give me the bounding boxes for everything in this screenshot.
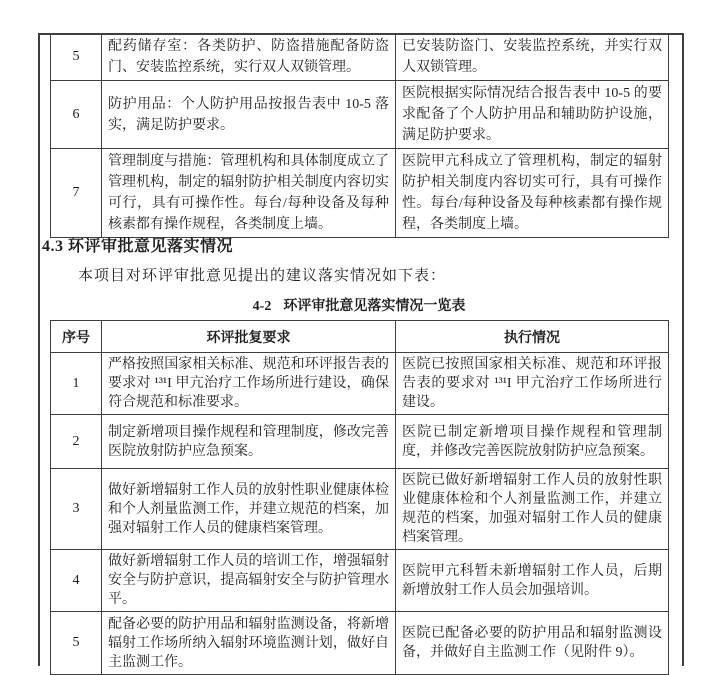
status-cell: 医院已按照国家相关标准、规范和环评报告表的要求对 ¹³¹I 甲亢治疗工作场所进行建设。 xyxy=(396,353,669,415)
table-row xyxy=(51,34,669,81)
table-caption xyxy=(50,295,668,315)
intro-paragraph: 本项目对环评审批意见提出的建议落实情况如下表： xyxy=(78,268,447,284)
requirement-cell: 做好新增辐射工作人员的放射性职业健康体检和个人剂量监测工作，并建立规范的档案，加强对辐射工作人员的健康档案管理。 xyxy=(102,469,396,550)
approval-implementation-table xyxy=(50,320,669,675)
status-cell: 医院已配备必要的防护用品和辐射监测设备，并做好自主监测工作（见附件 9）。 xyxy=(396,612,669,675)
requirement-cell: 严格按照国家相关标准、规范和环评报告表的要求对 ¹³¹I 甲亢治疗工作场所进行建设，确保符合规范和标准要求。 xyxy=(102,353,396,415)
row-number-cell: 6 xyxy=(51,81,102,149)
row-number-cell: 2 xyxy=(51,415,102,469)
measure-cell: 防护用品：个人防护用品按报告表中 10-5 落实，满足防护要求。 xyxy=(102,81,396,149)
row-number-cell: 1 xyxy=(51,353,102,415)
table-row xyxy=(51,612,669,675)
implementation-cell: 已安装防盗门、安装监控系统，并实行双人双锁管理。 xyxy=(396,34,669,81)
status-cell: 医院已做好新增辐射工作人员的放射性职业健康体检和个人剂量监测工作，并建立规范的档案，加强对辐射工作人员的健康档案管理。 xyxy=(396,469,669,550)
table-row xyxy=(51,415,669,469)
measure-cell: 管理制度与措施：管理机构和具体制度成立了管理机构，制定的辐射防护相关制度内容切实可行，具有可操作性。每台/每种设备及每种核素都有操作规程，各类制度上墙。 xyxy=(102,149,396,238)
table-row xyxy=(51,149,669,238)
measure-cell: 配药储存室：各类防护、防盗措施配备防盗门、安装监控系统，实行双人双锁管理。 xyxy=(102,34,396,81)
row-number-cell: 4 xyxy=(51,550,102,612)
status-cell: 医院已制定新增项目操作规程和管理制度，并修改完善医院放射防护应急预案。 xyxy=(396,415,669,469)
requirement-cell: 制定新增项目操作规程和管理制度，修改完善医院放射防护应急预案。 xyxy=(102,415,396,469)
protection-measures-table xyxy=(50,33,669,238)
requirement-cell: 配备必要的防护用品和辐射监测设备，将新增辐射工作场所纳入辐射环境监测计划，做好自主监测工作。 xyxy=(102,612,396,675)
table-row xyxy=(51,550,669,612)
implementation-cell: 医院甲亢科成立了管理机构，制定的辐射防护相关制度内容切实可行，具有可操作性。每台/每种设备及每种核素都有操作规程，各类制度上墙。 xyxy=(396,149,669,238)
row-number-cell: 7 xyxy=(51,149,102,238)
table-caption-number: 4-2 xyxy=(252,299,272,314)
table-row xyxy=(51,353,669,415)
table-caption-title: 环评审批意见落实情况一览表 xyxy=(283,299,466,314)
row-number-cell: 5 xyxy=(51,612,102,675)
table-header-row xyxy=(51,321,669,353)
section-heading: 4.3 环评审批意见落实情况 xyxy=(42,238,234,255)
header-approval-requirement: 环评批复要求 xyxy=(102,321,396,353)
implementation-cell: 医院根据实际情况结合报告表中 10-5 的要求配备了个人防护用品和辅助防护设施，满足防护要求。 xyxy=(396,81,669,149)
status-cell: 医院甲亢科暂未新增辐射工作人员，后期新增放射工作人员会加强培训。 xyxy=(396,550,669,612)
table-row xyxy=(51,469,669,550)
header-execution-status: 执行情况 xyxy=(396,321,669,353)
requirement-cell: 做好新增辐射工作人员的培训工作，增强辐射安全与防护意识，提高辐射安全与防护管理水平。 xyxy=(102,550,396,612)
table-row xyxy=(51,81,669,149)
row-number-cell: 5 xyxy=(51,34,102,81)
row-number-cell: 3 xyxy=(51,469,102,550)
header-serial-number: 序号 xyxy=(51,321,102,353)
